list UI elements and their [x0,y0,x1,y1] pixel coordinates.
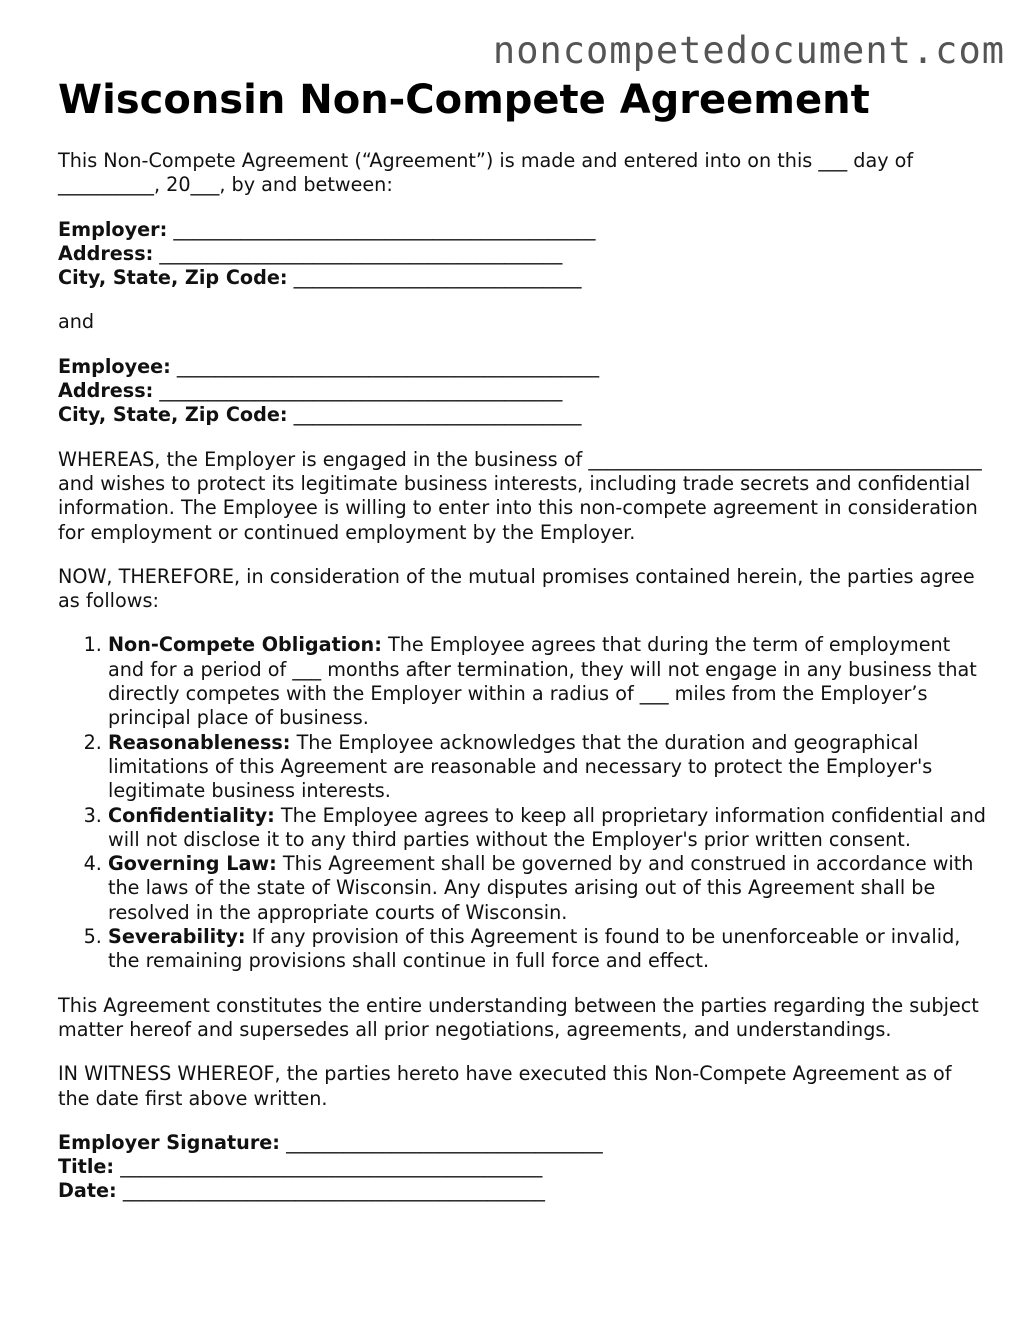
page-title: Wisconsin Non-Compete Agreement [58,77,870,123]
employer-name-blank: ____________________________________________ [173,217,596,241]
employer-city-blank: ______________________________ [293,266,582,290]
clause-item [108,633,988,730]
signature-line [58,1131,988,1155]
clause-text: The Employee agrees to keep all proprietary information confidential and will not disclose it to any third parties without the Employer's prior written consent. [108,803,986,851]
document-page [58,76,988,1204]
clause-heading: Confidentiality: [108,803,275,827]
and-text: and [58,310,95,334]
clause-item [108,804,988,853]
clause-list [58,633,988,973]
title-label: Title: [58,1155,115,1179]
clause-item [108,925,988,974]
clause-heading: Non-Compete Obligation: [108,633,382,657]
employer-block [58,218,988,291]
date-blank: ____________________________________________ [122,1179,545,1203]
whereas-paragraph: WHEREAS, the Employer is engaged in the business of _________________________________________ and wishes to protect its legitimate business interests, including trade secrets and confidential information. The Employee is willing to enter into this non-compete agreement in consideration for employment or continued employment by the Employer. [58,447,982,544]
signature-label: Employer Signature: [58,1130,280,1154]
clause-item [108,852,988,925]
clause-heading: Governing Law: [108,852,277,876]
employee-city-line [58,403,988,427]
employee-address-label: Address: [58,379,154,403]
intro-paragraph: This Non-Compete Agreement (“Agreement”) is made and entered into on this ___ day of __________, 20___, by and between: [58,149,914,197]
employee-name-line [58,355,988,379]
clause-item [108,731,988,804]
employee-address-line [58,379,988,403]
clause-text: This Agreement shall be governed by and construed in accordance with the laws of the state of Wisconsin. Any disputes arising out of this Agreement shall be resolved in the appropriate courts of Wisconsin. [108,852,974,924]
clause-heading: Reasonableness: [108,730,291,754]
employer-address-line [58,242,988,266]
employee-block [58,355,988,428]
employee-city-blank: ______________________________ [293,403,582,427]
employee-name-label: Employee: [58,354,171,378]
clause-text: The Employee acknowledges that the duration and geographical limitations of this Agreement are reasonable and necessary to protect the Employer's legitimate business interests. [108,730,933,803]
employer-address-label: Address: [58,241,154,265]
employee-city-label: City, State, Zip Code: [58,403,288,427]
employer-name-label: Employer: [58,217,168,241]
clause-text: If any provision of this Agreement is found to be unenforceable or invalid, the remaining provisions shall continue in full force and effect. [108,925,961,973]
employer-name-line [58,218,988,242]
employer-address-blank: __________________________________________ [159,241,563,265]
date-label: Date: [58,1179,117,1203]
employee-address-blank: __________________________________________ [159,379,563,403]
employer-city-line [58,266,988,290]
date-line [58,1179,988,1203]
title-blank: ____________________________________________ [120,1155,543,1179]
therefore-paragraph: NOW, THEREFORE, in consideration of the mutual promises contained herein, the parties agree as follows: [58,564,975,613]
clause-heading: Severability: [108,925,246,949]
employer-city-label: City, State, Zip Code: [58,266,288,290]
witness-paragraph: IN WITNESS WHEREOF, the parties hereto have executed this Non-Compete Agreement as of the date first above written. [58,1062,952,1110]
signature-blank: _________________________________ [286,1130,603,1154]
entire-agreement-paragraph: This Agreement constitutes the entire understanding between the parties regarding the subject matter hereof and supersedes all prior negotiations, agreements, and understandings. [58,993,979,1041]
employee-name-blank: ____________________________________________ [176,354,600,378]
title-line [58,1155,988,1179]
watermark: noncompetedocument.com [492,29,1005,72]
clause-text: The Employee agrees that during the term of employment and for a period of ___ months after termination, they will not engage in any business that directly competes with the Employer within a radius of ___ miles from the Employer’s principal place of business. [108,633,977,730]
signature-block [58,1131,988,1204]
